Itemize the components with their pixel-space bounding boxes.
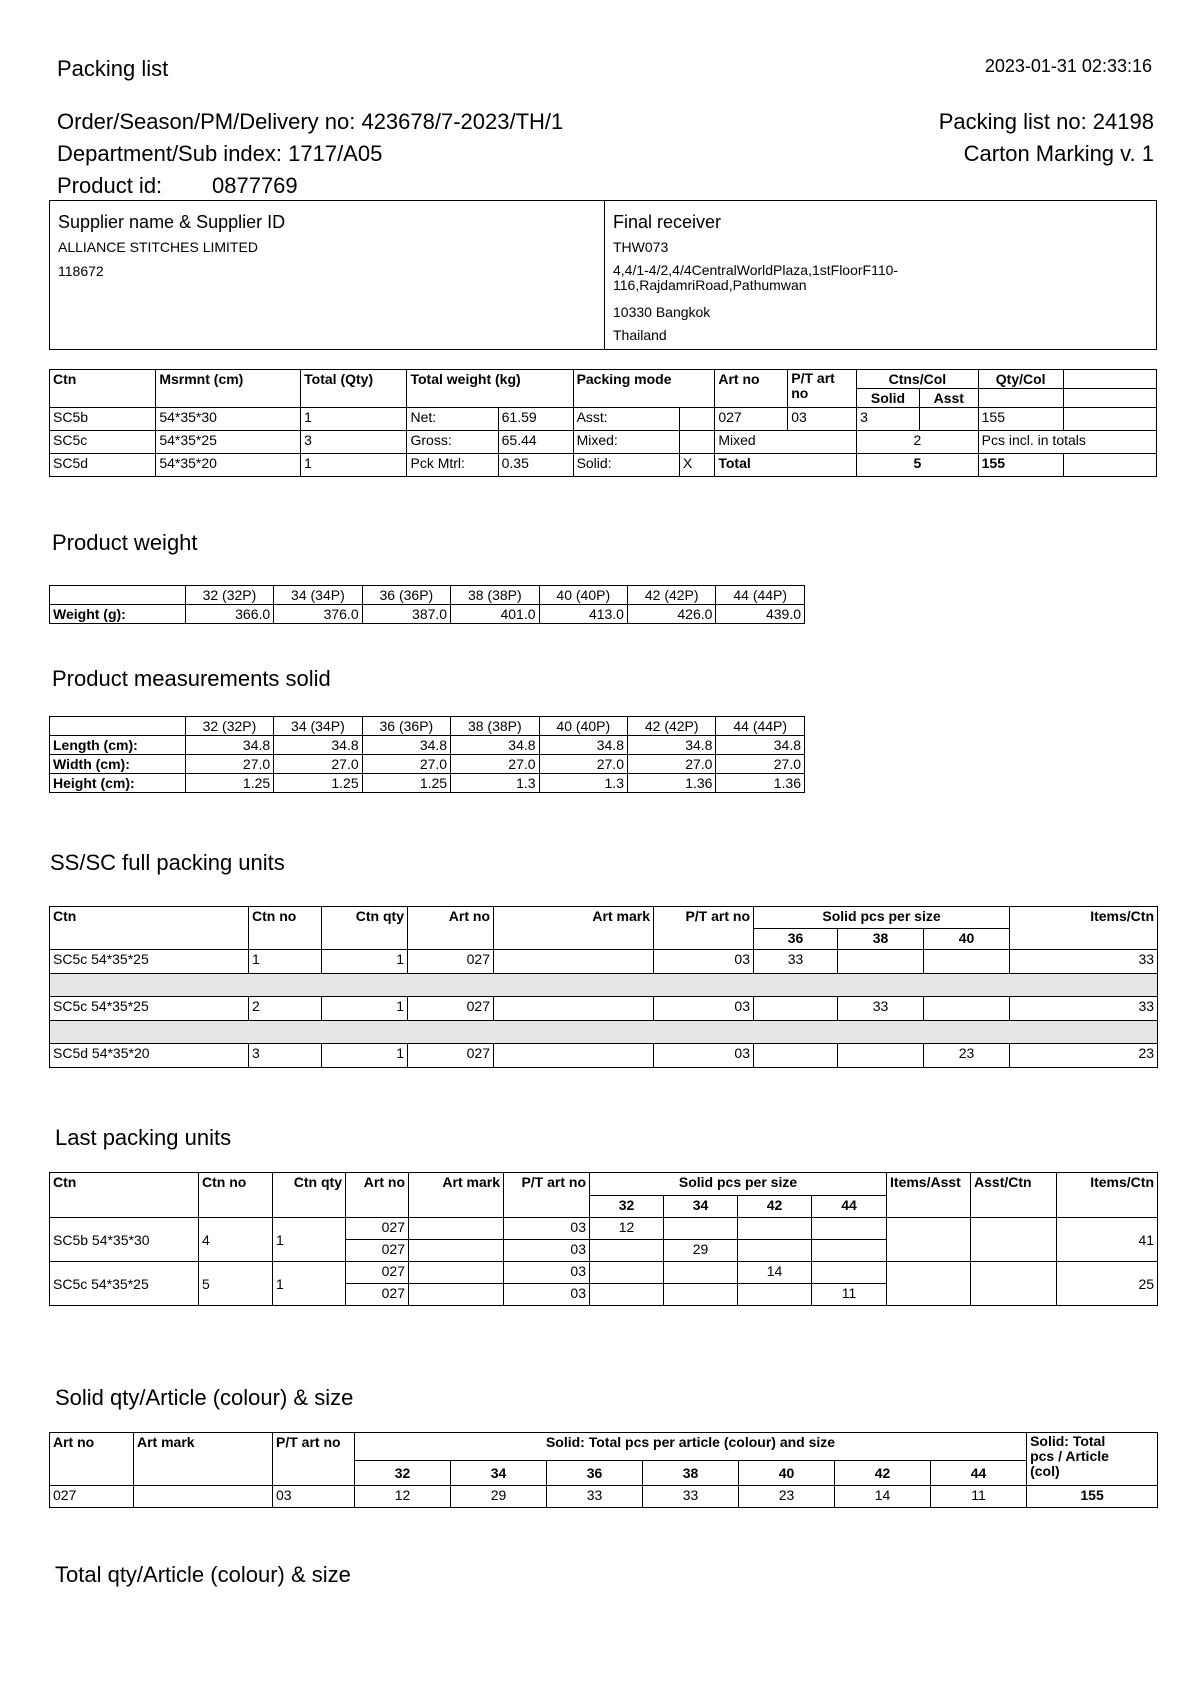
last-pt-art-no: 03 [504,1262,590,1284]
solid-size-value: 12 [355,1486,451,1508]
size-header: 38 (38P) [451,586,539,605]
summary-total-ctns: 5 [857,454,979,477]
summary-mixed-label: Mixed [715,431,857,454]
full-h-ctn-no: Ctn no [249,907,322,950]
summary-total-qty: 155 [978,454,1063,477]
last-art-no: 027 [346,1262,409,1284]
summary-solid-ctns: 3 [857,408,920,431]
solid-h-art-no: Art no [50,1433,134,1486]
last-ctn-qty: 1 [273,1262,346,1306]
summary-header-row [50,370,1157,389]
size-header: 40 (40P) [539,586,627,605]
summary-pt-art-no: 03 [788,408,857,431]
last-ctn-no: 5 [199,1262,273,1306]
last-size-32 [590,1240,664,1262]
last-size-32: 12 [590,1218,664,1240]
summary-ctn: SC5d [50,454,156,477]
measurement-value: 34.8 [716,736,805,755]
product-measurements-title: Product measurements solid [52,666,331,691]
solid-h-art-mark: Art mark [134,1433,273,1486]
last-h-items-ctn: Items/Ctn [1057,1173,1158,1218]
last-pt-art-no: 03 [504,1218,590,1240]
solid-h-total-pcs: Solid: Total pcs per article (colour) and size [355,1433,1027,1461]
full-h-pt-art-no: P/T art no [654,907,754,950]
last-size-42 [738,1284,812,1306]
solid-art-mark [134,1486,273,1508]
last-size-32 [590,1284,664,1306]
last-units-table [49,1172,1158,1306]
summary-table [49,369,1157,477]
table-row [50,1262,1158,1284]
size-header: 32 (32P) [185,717,273,736]
size-header: 32 (32P) [185,586,273,605]
measurement-value: 34.8 [451,736,539,755]
last-h-pt-art-no: P/T art no [504,1173,590,1218]
last-art-no: 027 [346,1240,409,1262]
product-id: 0877769 [212,173,298,198]
summary-cell [1063,389,1156,408]
weight-corner [50,586,186,605]
full-ctn-no: 3 [249,1044,322,1068]
summary-msr: 54*35*25 [156,431,301,454]
measurement-value: 34.8 [539,736,627,755]
product-weight-title: Product weight [52,530,198,555]
weight-value: 366.0 [185,605,273,624]
last-size-44: 11 [812,1284,887,1306]
summary-weight-value: 61.59 [498,408,573,431]
solid-size-value: 33 [643,1486,739,1508]
spacer-row [50,1021,1158,1044]
size-header: 32 [590,1195,664,1218]
summary-mode: Solid: [573,454,679,477]
solid-h-total-col [1027,1433,1158,1486]
summary-row [50,431,1157,454]
height-row [50,774,805,793]
full-size-38: 33 [838,997,924,1021]
last-h-ctn: Ctn [50,1173,199,1218]
summary-weight-value: 65.44 [498,431,573,454]
summary-weight-label: Pck Mtrl: [407,454,498,477]
summary-h-ctns-col: Ctns/Col [857,370,979,389]
summary-qty-col: 155 [978,408,1063,431]
summary-qty: 1 [301,408,407,431]
summary-cell [1063,454,1156,477]
carton-marking: Carton Marking v. 1 [963,141,1154,166]
summary-h-art-no: Art no [715,370,788,408]
summary-h-pt-art: P/T art no [788,370,857,408]
summary-cell [1063,408,1156,431]
full-h-art-no: Art no [408,907,494,950]
last-h-ctn-no: Ctn no [199,1173,273,1218]
size-header: 36 [547,1461,643,1486]
size-header: 38 [838,928,924,950]
measurement-value: 1.25 [185,774,273,793]
full-h-art-mark: Art mark [494,907,654,950]
solid-size-value: 23 [739,1486,835,1508]
measurement-value: 1.3 [451,774,539,793]
last-ctn: SC5c 54*35*25 [50,1262,199,1306]
full-size-38 [838,1044,924,1068]
spacer-cell [50,1021,1158,1044]
summary-ctn: SC5b [50,408,156,431]
last-pt-art-no: 03 [504,1284,590,1306]
table-row [50,1044,1158,1068]
size-header: 36 (36P) [362,586,450,605]
table-row [50,950,1158,974]
last-ctn: SC5b 54*35*30 [50,1218,199,1262]
full-size-40: 23 [924,1044,1010,1068]
summary-row [50,454,1157,477]
summary-h-total-qty: Total (Qty) [301,370,407,408]
full-ctn: SC5d 54*35*20 [50,1044,249,1068]
solid-qty-title: Solid qty/Article (colour) & size [55,1385,354,1410]
last-art-mark [409,1284,504,1306]
full-pt-art-no: 03 [654,950,754,974]
solid-h-total-col-line: pcs / Article [1030,1448,1109,1464]
last-size-44 [812,1240,887,1262]
receiver-country: Thailand [613,327,667,343]
weight-value: 376.0 [274,605,362,624]
timestamp: 2023-01-31 02:33:16 [984,56,1152,76]
summary-h-empty [1063,370,1156,389]
summary-mode: Asst: [573,408,679,431]
last-h-ctn-qty: Ctn qty [273,1173,346,1218]
last-size-42 [738,1218,812,1240]
full-art-mark [494,997,654,1021]
table-row [50,997,1158,1021]
summary-pcs-note: Pcs incl. in totals [978,431,1156,454]
size-header: 42 [738,1195,812,1218]
solid-art-no: 027 [50,1486,134,1508]
product-weight-table [49,585,805,624]
last-asst-ctn [971,1218,1057,1262]
measurement-value: 27.0 [185,755,273,774]
page-title: Packing list [57,56,169,81]
packing-list-no: Packing list no: 24198 [938,109,1154,134]
size-header: 40 [924,928,1010,950]
size-header: 36 (36P) [362,717,450,736]
summary-mode-mark: X [679,454,714,477]
solid-total: 155 [1027,1486,1158,1508]
last-art-mark [409,1262,504,1284]
summary-weight-label: Gross: [407,431,498,454]
summary-msr: 54*35*20 [156,454,301,477]
last-size-34 [664,1284,738,1306]
last-size-34: 29 [664,1240,738,1262]
measurement-value: 34.8 [274,736,362,755]
size-header: 38 (38P) [451,717,539,736]
full-ctn-qty: 1 [322,1044,408,1068]
summary-mode-mark [679,408,714,431]
last-ctn-no: 4 [199,1218,273,1262]
full-h-solid-pcs: Solid pcs per size [754,907,1010,929]
full-ctn: SC5c 54*35*25 [50,997,249,1021]
spacer-cell [50,974,1158,997]
last-units-header-row [50,1173,1158,1196]
weight-value: 426.0 [627,605,715,624]
last-pt-art-no: 03 [504,1240,590,1262]
last-size-34 [664,1262,738,1284]
product-id-label: Product id: [57,173,163,198]
full-h-items-ctn: Items/Ctn [1010,907,1158,950]
full-art-mark [494,1044,654,1068]
solid-qty-table [49,1432,1158,1508]
summary-art-no: 027 [715,408,788,431]
summary-qty: 3 [301,431,407,454]
weight-row-label: Weight (g): [50,605,186,624]
full-art-no: 027 [408,950,494,974]
full-items-ctn: 33 [1010,950,1158,974]
size-header: 40 [739,1461,835,1486]
width-row [50,755,805,774]
receiver-box [604,200,1157,350]
solid-size-value: 33 [547,1486,643,1508]
solid-size-value: 29 [451,1486,547,1508]
table-row [50,1486,1158,1508]
size-header: 42 [835,1461,931,1486]
last-size-42: 14 [738,1262,812,1284]
summary-h-solid: Solid [857,389,920,408]
measurement-value: 27.0 [274,755,362,774]
full-size-40 [924,950,1010,974]
summary-h-msrmnt: Msrmnt (cm) [156,370,301,408]
summary-h-qty-col: Qty/Col [978,370,1063,389]
summary-cell [919,408,978,431]
solid-h-total-col-line: Solid: Total [1030,1433,1106,1449]
product-measurements-table [49,716,805,793]
summary-mode-mark [679,431,714,454]
size-header: 34 [664,1195,738,1218]
size-header: 42 (42P) [627,717,715,736]
weight-header-row [50,586,805,605]
receiver-city: 10330 Bangkok [613,304,711,320]
measurement-value: 34.8 [185,736,273,755]
solid-size-value: 14 [835,1486,931,1508]
size-header: 44 (44P) [716,717,805,736]
length-row [50,736,805,755]
last-art-mark [409,1218,504,1240]
full-h-ctn: Ctn [50,907,249,950]
measurement-value: 34.8 [362,736,450,755]
last-items-ctn: 25 [1057,1262,1158,1306]
receiver-code: THW073 [613,239,669,255]
last-h-art-no: Art no [346,1173,409,1218]
receiver-address-1: 4,4/1-4/2,4/4CentralWorldPlaza,1stFloorF110- [613,262,899,278]
last-size-42 [738,1240,812,1262]
solid-pt-art-no: 03 [273,1486,355,1508]
last-items-asst [887,1218,971,1262]
table-row [50,1218,1158,1240]
measurement-value: 34.8 [627,736,715,755]
solid-size-value: 11 [931,1486,1027,1508]
measurement-value: 27.0 [539,755,627,774]
supplier-heading: Supplier name & Supplier ID [58,212,286,232]
measurement-value: 1.3 [539,774,627,793]
full-items-ctn: 33 [1010,997,1158,1021]
supplier-name: ALLIANCE STITCHES LIMITED [58,239,258,255]
measurement-value: 1.25 [274,774,362,793]
measurement-value: 1.25 [362,774,450,793]
summary-ctn: SC5c [50,431,156,454]
measurement-value: 1.36 [716,774,805,793]
measurement-label: Width (cm): [50,755,186,774]
measurement-value: 1.36 [627,774,715,793]
last-units-title: Last packing units [55,1125,232,1150]
summary-h-ctn: Ctn [50,370,156,408]
full-ctn-no: 2 [249,997,322,1021]
receiver-heading: Final receiver [613,212,722,232]
last-art-mark [409,1240,504,1262]
measurement-value: 27.0 [451,755,539,774]
weight-value: 439.0 [716,605,805,624]
last-h-items-asst: Items/Asst [887,1173,971,1218]
size-header: 34 (34P) [274,717,362,736]
supplier-box [49,200,605,350]
last-h-art-mark: Art mark [409,1173,504,1218]
summary-h-total-weight: Total weight (kg) [407,370,573,408]
supplier-id: 118672 [58,263,104,279]
solid-h-pt-art-no: P/T art no [273,1433,355,1486]
measurement-value: 27.0 [362,755,450,774]
size-header: 44 [931,1461,1027,1486]
full-ctn: SC5c 54*35*25 [50,950,249,974]
last-h-asst-ctn: Asst/Ctn [971,1173,1057,1218]
summary-mixed-value: 2 [857,431,979,454]
order-line: Order/Season/PM/Delivery no: 423678/7-2023/TH/1 [57,109,564,134]
last-size-44 [812,1218,887,1240]
last-art-no: 027 [346,1284,409,1306]
full-ctn-qty: 1 [322,950,408,974]
size-header: 34 (34P) [274,586,362,605]
last-size-32 [590,1262,664,1284]
size-header: 42 (42P) [627,586,715,605]
full-pt-art-no: 03 [654,1044,754,1068]
last-ctn-qty: 1 [273,1218,346,1262]
full-size-40 [924,997,1010,1021]
summary-mode: Mixed: [573,431,679,454]
full-h-ctn-qty: Ctn qty [322,907,408,950]
size-header: 44 [812,1195,887,1218]
measurements-corner [50,717,186,736]
full-units-header-row [50,907,1158,929]
measurement-label: Height (cm): [50,774,186,793]
summary-qty: 1 [301,454,407,477]
measurements-header-row [50,717,805,736]
size-header: 44 (44P) [716,586,805,605]
summary-weight-label: Net: [407,408,498,431]
full-ctn-no: 1 [249,950,322,974]
full-art-mark [494,950,654,974]
solid-h-total-col-line: (col) [1030,1463,1060,1479]
full-art-no: 027 [408,1044,494,1068]
weight-row [50,605,805,624]
summary-h-packing-mode: Packing mode [573,370,715,408]
last-size-34 [664,1218,738,1240]
full-size-38 [838,950,924,974]
full-units-title: SS/SC full packing units [50,850,285,875]
full-ctn-qty: 1 [322,997,408,1021]
weight-value: 401.0 [451,605,539,624]
full-items-ctn: 23 [1010,1044,1158,1068]
department-line: Department/Sub index: 1717/A05 [57,141,383,166]
size-header: 40 (40P) [539,717,627,736]
total-qty-title: Total qty/Article (colour) & size [55,1562,351,1587]
last-items-asst [887,1262,971,1306]
last-size-44 [812,1262,887,1284]
full-pt-art-no: 03 [654,997,754,1021]
spacer-row [50,974,1158,997]
size-header: 38 [643,1461,739,1486]
size-header: 36 [754,928,838,950]
weight-value: 387.0 [362,605,450,624]
last-art-no: 027 [346,1218,409,1240]
size-header: 32 [355,1461,451,1486]
measurement-value: 27.0 [627,755,715,774]
measurement-label: Length (cm): [50,736,186,755]
full-size-36: 33 [754,950,838,974]
weight-value: 413.0 [539,605,627,624]
last-h-solid-pcs: Solid pcs per size [590,1173,887,1196]
receiver-address-2: 116,RajdamriRoad,Pathumwan [613,277,807,293]
last-items-ctn: 41 [1057,1218,1158,1262]
full-art-no: 027 [408,997,494,1021]
summary-h-asst: Asst [919,389,978,408]
full-size-36 [754,1044,838,1068]
solid-qty-header-row [50,1433,1158,1461]
summary-msr: 54*35*30 [156,408,301,431]
summary-weight-value: 0.35 [498,454,573,477]
summary-row [50,408,1157,431]
summary-total-label: Total [715,454,857,477]
full-units-table [49,906,1158,1068]
full-size-36 [754,997,838,1021]
last-asst-ctn [971,1262,1057,1306]
size-header: 34 [451,1461,547,1486]
summary-cell [978,389,1063,408]
measurement-value: 27.0 [716,755,805,774]
